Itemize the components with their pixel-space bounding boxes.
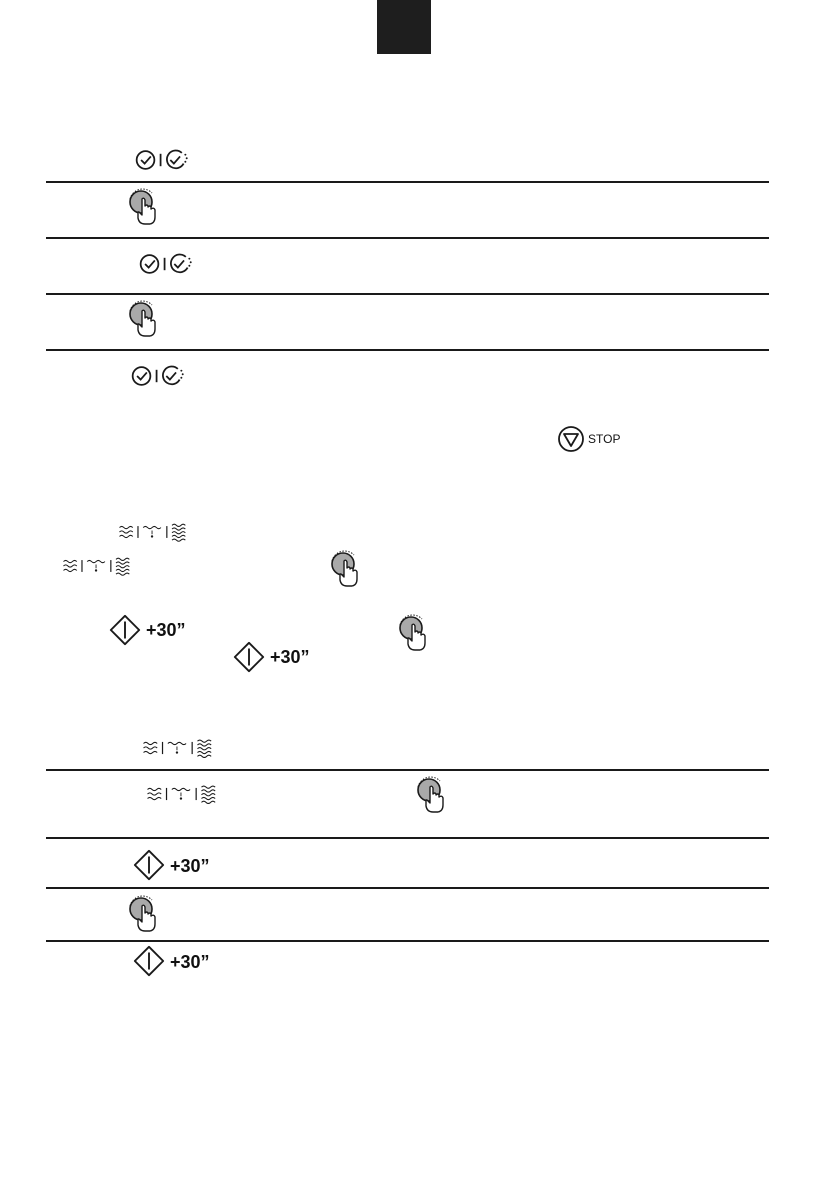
start-diamond-icon <box>132 848 166 882</box>
start-diamond-icon <box>108 613 142 647</box>
dial-knob-hand-icon <box>394 612 428 652</box>
clock-delay-icon <box>134 146 196 174</box>
table-rule <box>46 769 769 771</box>
start-diamond-icon <box>232 640 266 674</box>
plus30-label: +30” <box>170 952 210 972</box>
clock-delay-icon <box>138 250 200 278</box>
dial-knob-hand-icon <box>326 548 360 588</box>
stop-triangle-icon <box>556 424 586 454</box>
page-tab-marker <box>377 0 431 54</box>
dial-knob-hand-icon <box>124 186 158 226</box>
table-rule <box>46 940 769 942</box>
table-rule <box>46 237 769 239</box>
dial-knob-hand-icon <box>124 893 158 933</box>
heating-modes-icon <box>62 556 136 576</box>
stop-label: STOP <box>588 432 621 446</box>
dial-knob-hand-icon <box>124 298 158 338</box>
heating-modes-icon <box>146 784 222 804</box>
dial-knob-hand-icon <box>412 774 446 814</box>
table-rule <box>46 181 769 183</box>
table-rule <box>46 887 769 889</box>
table-rule <box>46 349 769 351</box>
plus30-label: +30” <box>170 856 210 876</box>
start-diamond-icon <box>132 944 166 978</box>
plus30-label: +30” <box>270 647 310 667</box>
heating-modes-icon <box>142 738 218 758</box>
heating-modes-icon <box>118 522 192 542</box>
table-rule <box>46 837 769 839</box>
table-rule <box>46 293 769 295</box>
clock-delay-icon <box>130 362 192 390</box>
plus30-label: +30” <box>146 620 186 640</box>
